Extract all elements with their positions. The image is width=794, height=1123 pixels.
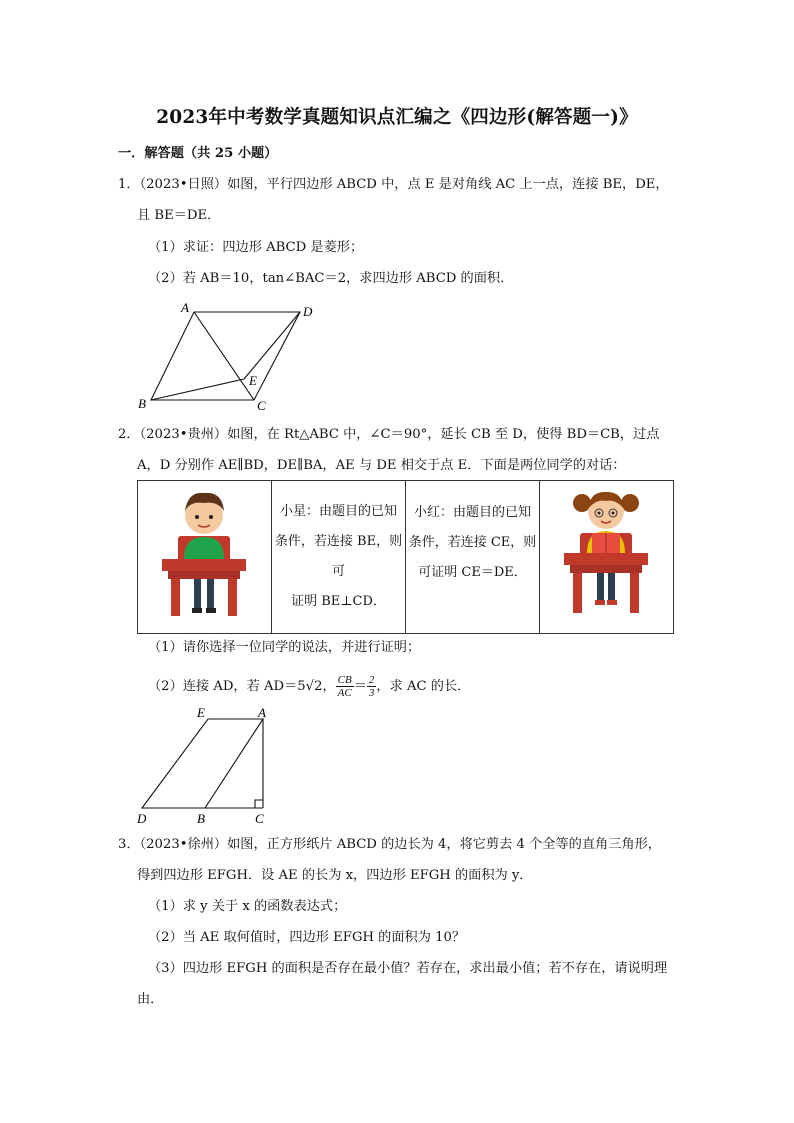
- q2-part2-suffix: ，求 AC 的长．: [376, 679, 471, 694]
- q2-parallelogram-figure: [133, 702, 278, 827]
- document-title: 2023年中考数学真题知识点汇编之《四边形(解答题一)》: [156, 107, 638, 128]
- girl-speech: [406, 498, 539, 588]
- diagonal-ac: [194, 312, 254, 400]
- girl-speech-cell: [406, 481, 540, 634]
- boy-speech-line: 小星：由题目的已知: [279, 504, 397, 519]
- label-c: C: [257, 398, 266, 413]
- girl-speech-line: 小红：由题目的已知: [413, 505, 531, 520]
- label-e: E: [249, 373, 257, 388]
- girl-at-desk-illustration: [540, 481, 673, 629]
- parallelogram-deba: [142, 719, 263, 808]
- girl-cell: [540, 481, 674, 634]
- boy-speech-line: 条件，若连接 BE，则: [274, 534, 403, 549]
- section-heading: 一．解答题（共 25 小题）: [118, 146, 278, 161]
- q1-line1: 1．（2023•日照）如图，平行四边形 ABCD 中，点 E 是对角线 AC 上一点，连接 BE，DE，: [118, 177, 669, 192]
- dialogue-table: [137, 480, 674, 634]
- q2-part2-prefix: （2）连接 AD，若 AD＝5√2，: [148, 679, 336, 694]
- label-e: E: [197, 705, 205, 720]
- label-a: A: [258, 705, 266, 720]
- q2-line2: A，D 分别作 AE∥BD，DE∥BA，AE 与 DE 相交于点 E．下面是两位同学的对话：: [137, 458, 626, 473]
- label-d: D: [137, 811, 147, 826]
- q2-part2: [148, 674, 470, 699]
- fraction-two-thirds: [367, 674, 377, 699]
- boy-at-desk-illustration: [138, 481, 271, 629]
- boy-speech-line: 证明 BE⊥CD．: [291, 594, 386, 609]
- q2-part1: （1）请你选择一位同学的说法，并进行证明；: [148, 640, 421, 655]
- fraction-denominator: AC: [337, 687, 352, 699]
- q1-part2: （2）若 AB＝10，tan∠BAC＝2，求四边形 ABCD 的面积．: [148, 271, 514, 286]
- fraction-numerator: 2: [368, 674, 375, 686]
- q3-part3-line2: 由．: [137, 992, 164, 1007]
- right-angle-mark: [255, 800, 263, 808]
- boy-speech-cell: [272, 481, 406, 634]
- boy-speech: [272, 497, 405, 617]
- q3-part3-line1: （3）四边形 EFGH 的面积是否存在最小值？若存在，求出最小值；若不存在，请说明理: [148, 961, 668, 976]
- label-b: B: [197, 811, 205, 826]
- segment-de: [244, 312, 300, 379]
- boy-cell: [138, 481, 272, 634]
- label-d: D: [303, 304, 313, 319]
- fraction-numerator: CB: [337, 674, 352, 686]
- rhombus-abcd: [151, 312, 300, 400]
- q3-line1: 3．（2023•徐州）如图，正方形纸片 ABCD 的边长为 4，将它剪去 4 个全等的直角三角形，: [118, 837, 661, 852]
- q1-rhombus-figure: [132, 295, 322, 415]
- q1-line2: 且 BE＝DE．: [137, 208, 221, 223]
- equals-sign: ＝: [353, 679, 367, 694]
- q1-part1: （1）求证：四边形 ABCD 是菱形；: [148, 240, 364, 255]
- boy-speech-line: 可: [331, 564, 345, 579]
- q3-part2: （2）当 AE 取何值时，四边形 EFGH 的面积为 10？: [148, 930, 466, 945]
- fraction-cb-over-ac: [336, 674, 354, 699]
- q3-part1: （1）求 y 关于 x 的函数表达式；: [148, 899, 347, 914]
- label-b: B: [138, 396, 146, 411]
- label-a: A: [181, 300, 189, 315]
- girl-speech-line: 条件，若连接 CE，则: [408, 535, 537, 550]
- fraction-denominator: 3: [368, 687, 375, 699]
- segment-be: [151, 379, 244, 400]
- girl-speech-line: 可证明 CE＝DE．: [418, 565, 527, 580]
- label-c: C: [255, 811, 264, 826]
- q3-line2: 得到四边形 EFGH．设 AE 的长为 x，四边形 EFGH 的面积为 y．: [137, 868, 533, 883]
- q2-line1: 2．（2023•贵州）如图，在 Rt△ABC 中，∠C＝90°，延长 CB 至 D，使得 BD＝CB，过点: [118, 427, 660, 442]
